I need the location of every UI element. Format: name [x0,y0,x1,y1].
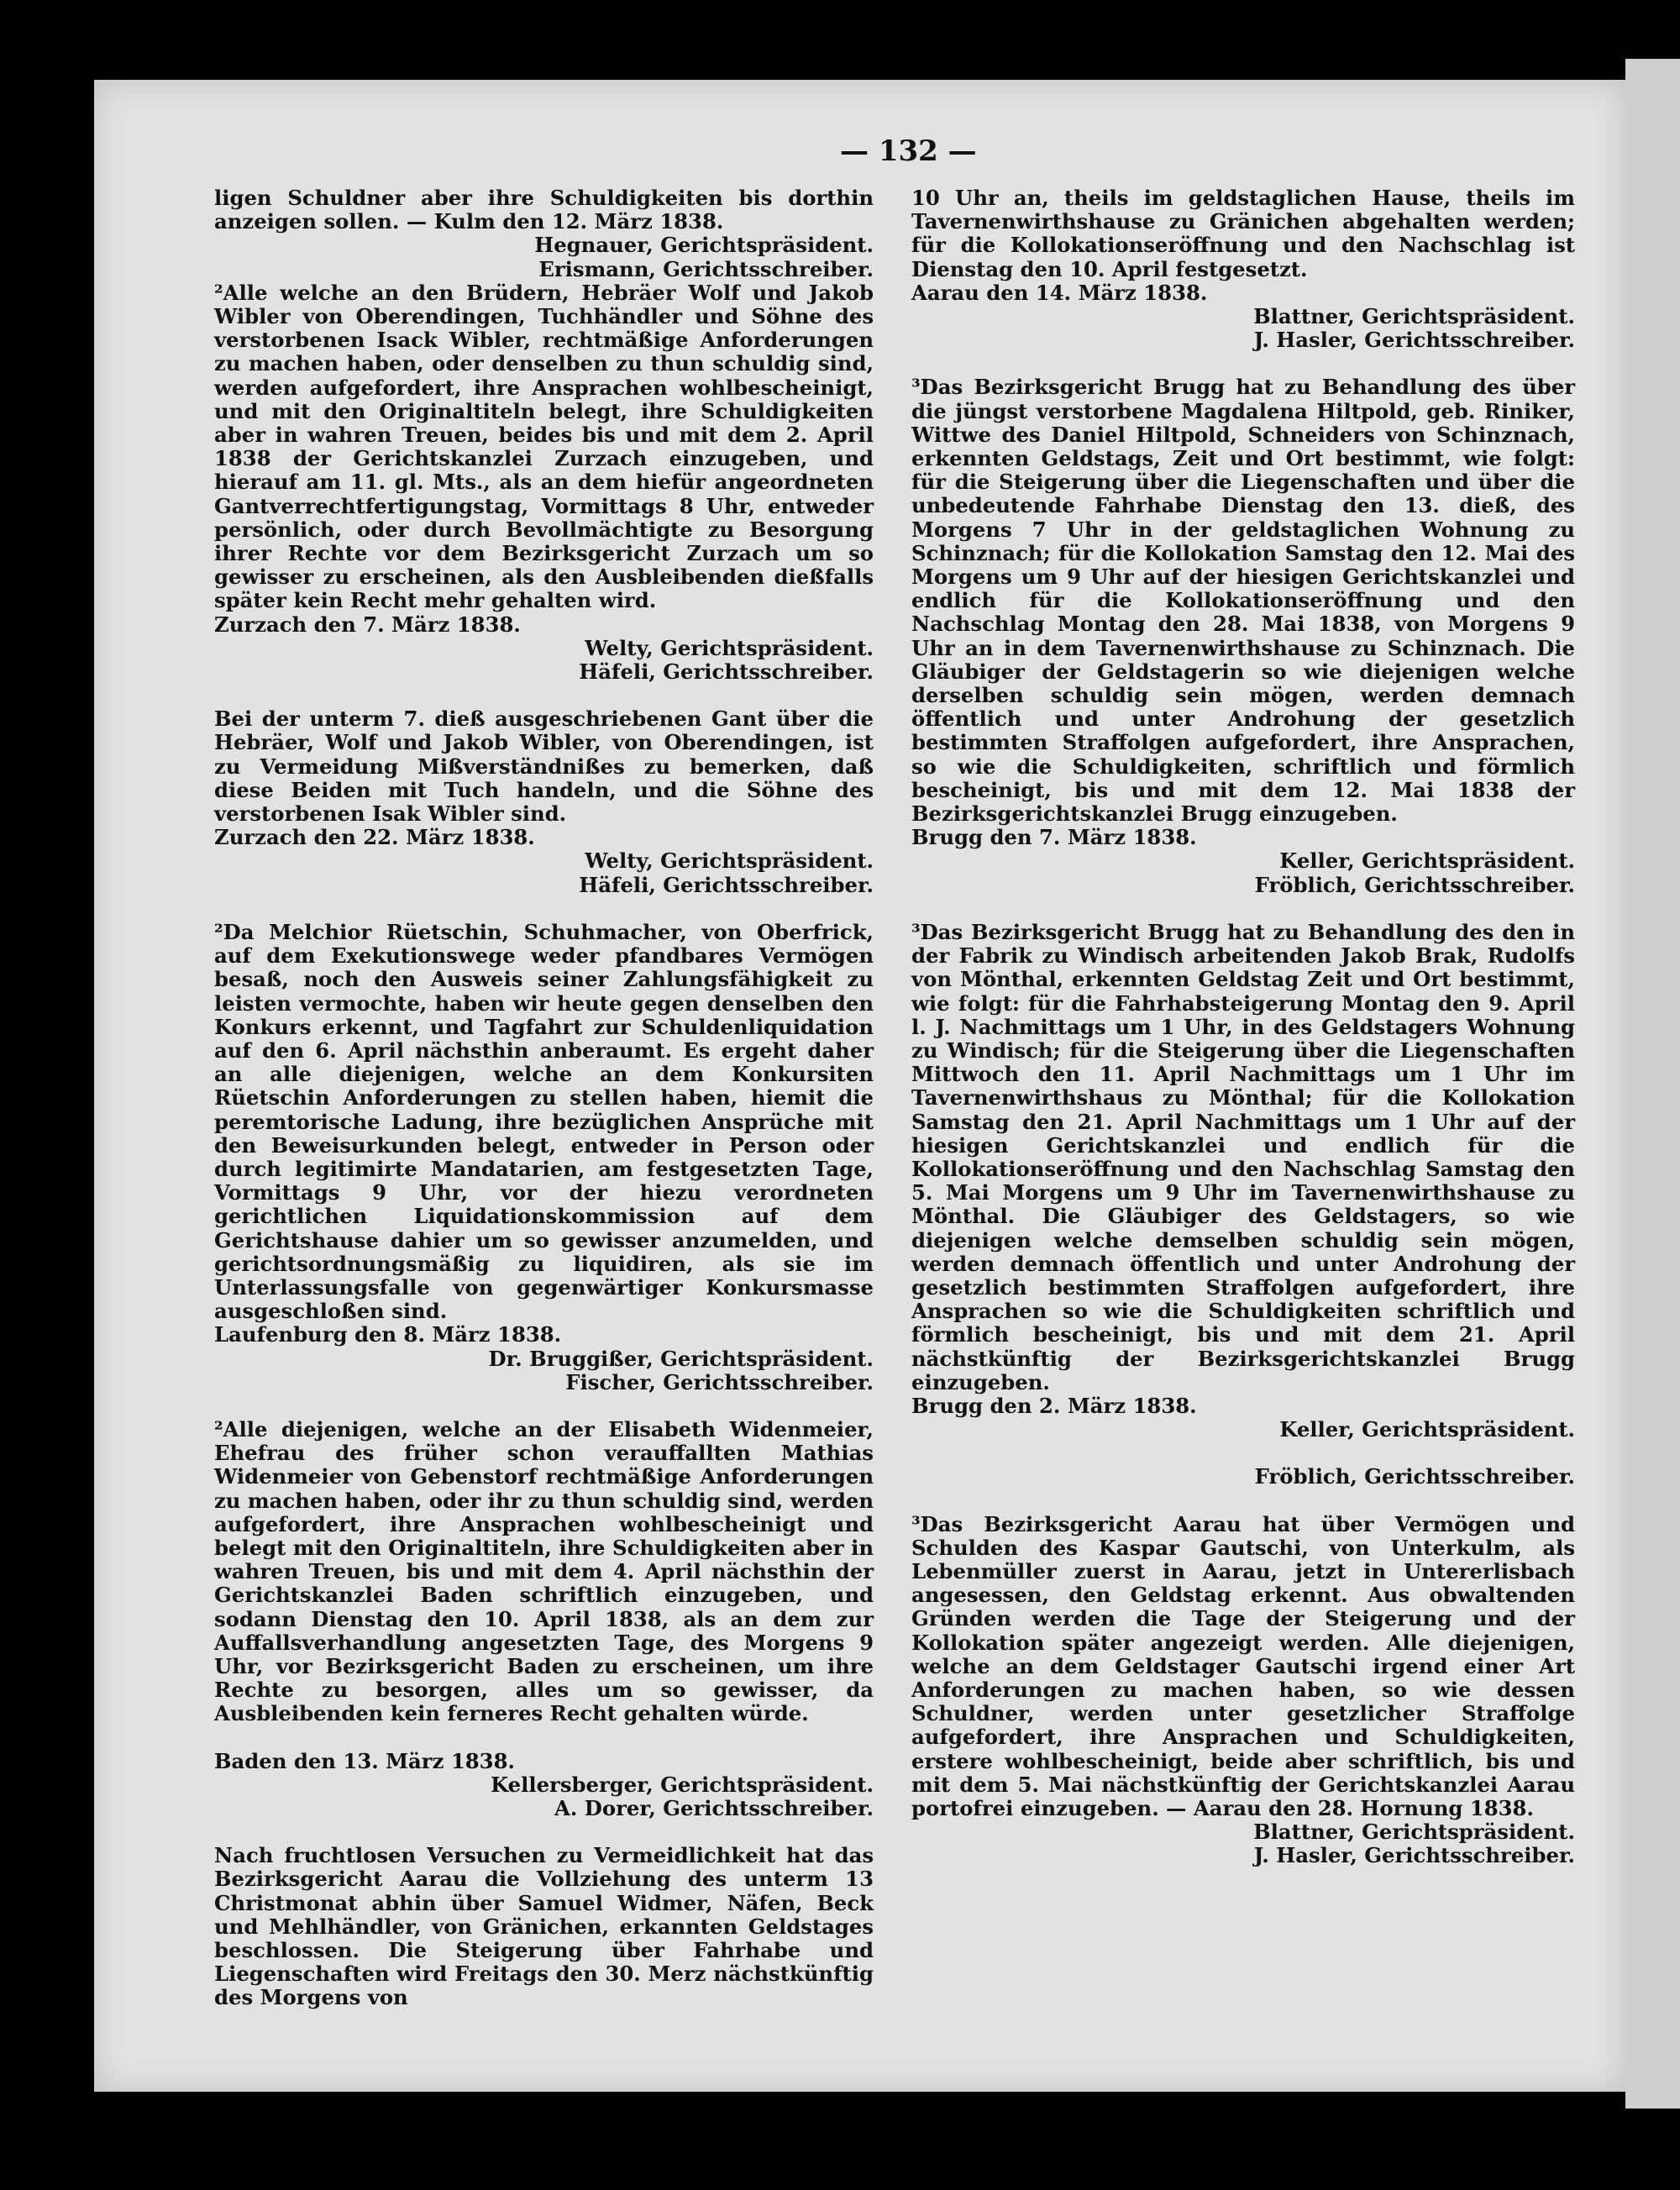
signature-line: Häfeli, Gerichtsschreiber. [579,872,874,897]
notice-paragraph: Zurzach den 22. März 1838. [214,825,535,850]
left-column [214,186,874,2010]
notice-paragraph: Brugg den 2. März 1838. [911,1393,1197,1418]
signature-line: Welty, Gerichtspräsident. [585,635,874,660]
signature-line: Erismann, Gerichtsschreiber. [538,256,874,281]
signature-line: J. Hasler, Gerichtsschreiber. [1253,328,1575,353]
signature-line: J. Hasler, Gerichtsschreiber. [1253,1843,1575,1868]
signature-line: Blattner, Gerichtspräsident. [1253,304,1575,329]
notice-paragraph: ²Da Melchior Rüetschin, Schuhmacher, von Oberfrick, auf dem Exekutionswege weder pfandbares Vermögen besaß, noch den Ausweis seiner Zahlungsfähigkeit zu leisten vermochte, haben wir heute gegen denselben den Konkurs erkennt, und Tagfahrt zur Schuldenliquidation auf den 6. April nächsthin anberaumt. Es ergeht daher an alle diejenigen, welche an dem Konkursiten Rüetschin Anforderungen zu stellen haben, hiemit die peremtorische Ladung, ihre bezüglichen Ansprüche mit den Beweisurkunden belegt, entweder in Person oder durch legitimirte Mandatarien, am festgesetzten Tage, Vormittags 9 Uhr, vor der hiezu verordneten gerichtlichen Liquidationskommission auf dem Gerichtshause dahier um so gewisser anzumelden, und gerichtsordnungsmäßig zu liquidiren, als sie im Unterlassungsfalle von gegenwärtiger Konkursmasse ausgeschloßen sind. [214,919,874,1324]
notice-paragraph: Nach fruchtlosen Versuchen zu Vermeidlichkeit hat das Bezirksgericht Aarau die Vollziehung des unterm 13 Christmonat abhin über Samuel Widmer, Näfen, Beck und Mehlhändler, von Gränichen, erkannten Geldstages beschlossen. Die Steigerung über Fahrhabe und Liegenschaften wird Freitags den 30. Merz nächstkünftig des Morgens von [214,1843,874,2010]
notice-paragraph: ²Alle diejenigen, welche an der Elisabeth Widenmeier, Ehefrau des früher schon verauffallten Mathias Widenmeier von Gebenstorf rechtmäßige Anforderungen zu machen haben, oder ihr zu thun schuldig sind, werden aufgefordert, ihre Ansprachen wohlbescheinigt und belegt mit den Originaltiteln, ihre Schuldigkeiten aber in wahren Treuen, bis und mit dem 4. April nächsthin der Gerichtskanzlei Baden schriftlich einzugeben, und sodann Dienstag den 10. April 1838, als an dem zur Auffallsverhandlung angesetzten Tage, des Morgens 9 Uhr, vor Bezirksgericht Baden zu erscheinen, um ihre Rechte zu besorgen, alles um so gewisser, da Ausbleibenden kein ferneres Recht gehalten würde. [214,1416,874,1726]
signature-line: Häfeli, Gerichtsschreiber. [579,659,874,685]
signature-line: Blattner, Gerichtspräsident. [1253,1820,1575,1845]
notice-paragraph: Brugg den 7. März 1838. [911,825,1197,850]
signature-line: Kellersberger, Gerichtspräsident. [491,1772,874,1797]
notice-paragraph: Baden den 13. März 1838. [214,1748,515,1773]
notice-paragraph: 10 Uhr an, theils im geldstaglichen Hause, theils im Tavernenwirthshause zu Gränichen abgehalten werden; für die Kollokationseröffnung und den Nachschlag ist Dienstag den 10. April festgesetzt. [911,186,1575,281]
notice-paragraph: Zurzach den 7. März 1838. [214,612,521,637]
signature-line: Fröblich, Gerichtsschreiber. [1254,1464,1575,1489]
notice-paragraph: ligen Schuldner aber ihre Schuldigkeiten bis dorthin anzeigen sollen. — Kulm den 12. März 1838. [214,186,874,234]
notice-paragraph: ³Das Bezirksgericht Aarau hat über Vermögen und Schulden des Kaspar Gautschi, von Unterkulm, als Lebenmüller zuerst in Aarau, jetzt in Untererlisbach angesessen, den Geldstag erkennt. Aus obwaltenden Gründen werden die Tage der Steigerung und der Kollokation später angezeigt werden. Alle diejenigen, welche an dem Geldstager Gautschi irgend einer Art Anforderungen zu machen haben, so wie dessen Schuldner, werden unter gesetzlicher Straffolge aufgefordert, ihre Ansprachen und Schuldigkeiten, erstere wohlbescheinigt, beide aber schriftlich, bis und mit dem 5. Mai nächstkünftig der Gerichtskanzlei Aarau portofrei einzugeben. — Aarau den 28. Hornung 1838. [911,1511,1575,1820]
notice-paragraph: Laufenburg den 8. März 1838. [214,1322,562,1347]
signature-line: Hegnauer, Gerichtspräsident. [534,233,874,258]
notice-paragraph: Bei der unterm 7. dieß ausgeschriebenen Gant über die Hebräer, Wolf und Jakob Wibler, von Oberendingen, ist zu Vermeidung Mißverständnißes zu bemerken, daß diese Beiden mit Tuch handeln, und die Söhne des verstorbenen Isak Wibler sind. [214,706,874,827]
signature-line: Keller, Gerichtspräsident. [1279,1417,1575,1442]
page-number: — 132 — [840,134,977,168]
notice-paragraph: Aarau den 14. März 1838. [911,280,1208,305]
adjacent-page-edge [1625,59,1680,2109]
right-column [911,186,1575,1868]
signature-line: Fischer, Gerichtsschreiber. [565,1369,874,1394]
signature-line: Dr. Bruggißer, Gerichtspräsident. [488,1346,874,1371]
notice-paragraph: ²Alle welche an den Brüdern, Hebräer Wolf und Jakob Wibler von Oberendingen, Tuchhändler und Söhne des verstorbenen Isack Wibler, rechtmäßige Anforderungen zu machen haben, oder denselben zu thun schuldig sind, werden aufgefordert, ihre Ansprachen wohlbescheinigt, und mit den Originaltiteln belegt, ihre Schuldigkeiten aber in wahren Treuen, beides bis und mit dem 2. April 1838 der Gerichtskanzlei Zurzach einzugeben, und hierauf am 11. gl. Mts., als an dem hiefür angeordneten Gantverrechtfertigungstag, Vormittags 8 Uhr, entweder persönlich, oder durch Bevollmächtigte zu Besorgung ihrer Rechte vor dem Bezirksgericht Zurzach um so gewisser zu erscheinen, als den Ausbleibenden dießfalls später kein Recht mehr gehalten wird. [214,280,874,613]
notice-paragraph: ³Das Bezirksgericht Brugg hat zu Behandlung des den in der Fabrik zu Windisch arbeitenden Jakob Brak, Rudolfs von Mönthal, erkennten Geldstag Zeit und Ort bestimmt, wie folgt: für die Fahrhabsteigerung Montag den 9. April l. J. Nachmittags um 1 Uhr, in des Geldstagers Wohnung zu Windisch; für die Steigerung über die Liegenschaften Mittwoch den 11. April Nachmittags um 1 Uhr im Tavernenwirthshaus zu Mönthal; für die Kollokation Samstag den 21. April Nachmittags um 1 Uhr auf der hiesigen Gerichtskanzlei und endlich für die Kollokationseröffnung und den Nachschlag Samstag den 5. Mai Morgens um 9 Uhr im Tavernenwirthshause zu Mönthal. Die Gläubiger des Geldstagers, so wie diejenigen welche demselben schuldig sein mögen, werden demnach öffentlich und unter Androhung der gesetzlich bestimmten Straffolgen aufgefordert, ihre Ansprachen so wie die Schuldigkeiten schriftlich und förmlich bescheinigt, bis und mit dem 21. April nächstkünftig der Bezirksgerichtskanzlei Brugg einzugeben. [911,919,1575,1394]
notice-paragraph: ³Das Bezirksgericht Brugg hat zu Behandlung des über die jüngst verstorbene Magdalena Hiltpold, geb. Riniker, Wittwe des Daniel Hiltpold, Schneiders von Schinznach, erkennten Geldstags, Zeit und Ort bestimmt, wie folgt: für die Steigerung über die Liegenschaften und über die unbedeutende Fahrhabe Dienstag den 13. dieß, des Morgens 7 Uhr in der geldstaglichen Wohnung zu Schinznach; für die Kollokation Samstag den 12. Mai des Morgens um 9 Uhr auf der hiesigen Gerichtskanzlei und endlich für die Kollokationseröffnung und den Nachschlag Montag den 28. Mai 1838, von Morgens 9 Uhr an in dem Tavernenwirthshause zu Schinznach. Die Gläubiger der Geldstagerin so wie diejenigen welche derselben schuldig sein mögen, werden demnach öffentlich und unter Androhung der gesetzlich bestimmten Straffolgen aufgefordert, ihre Ansprachen, so wie die Schuldigkeiten, schriftlich und förmlich bescheinigt, bis und mit dem 12. Mai 1838 der Bezirksgerichtskanzlei Brugg einzugeben. [911,375,1575,827]
signature-line: Keller, Gerichtspräsident. [1279,848,1575,874]
signature-line: Fröblich, Gerichtsschreiber. [1254,872,1575,897]
signature-line: A. Dorer, Gerichtsschreiber. [554,1796,874,1820]
signature-line: Welty, Gerichtspräsident. [585,848,874,874]
